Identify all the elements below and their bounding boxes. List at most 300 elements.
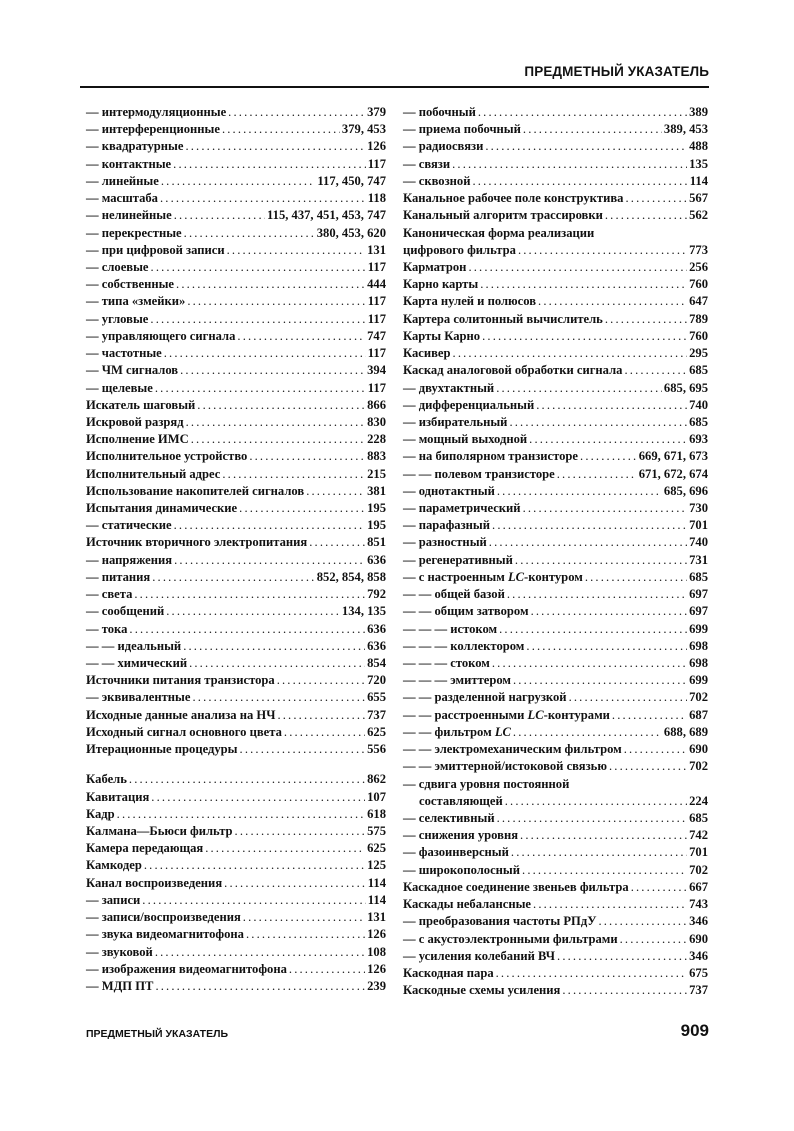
index-term: — — полевом транзисторе xyxy=(403,466,555,481)
index-entry xyxy=(403,466,708,483)
page-references: 883 xyxy=(367,449,386,464)
index-entry xyxy=(403,448,708,465)
dot-leader xyxy=(526,638,687,655)
index-term: Исходные данные анализа на НЧ xyxy=(86,707,276,722)
dot-leader xyxy=(155,380,366,397)
index-entry xyxy=(86,655,386,672)
index-entry xyxy=(403,776,708,793)
page-references: 747 xyxy=(367,328,386,343)
dot-leader xyxy=(144,857,365,874)
index-entry xyxy=(86,978,386,995)
dot-leader xyxy=(598,913,687,930)
index-entry xyxy=(403,689,708,706)
index-term: — фазоинверсный xyxy=(403,845,509,860)
dot-leader xyxy=(237,328,365,345)
index-entry xyxy=(86,909,386,926)
dot-leader xyxy=(222,466,365,483)
index-term: — статические xyxy=(86,518,172,533)
dot-leader xyxy=(518,242,687,259)
dot-leader xyxy=(513,724,662,741)
page-references: 685, 695 xyxy=(663,380,708,395)
page-references: 698 xyxy=(689,638,708,653)
index-entry xyxy=(86,380,386,397)
index-term: — типа «змейки» xyxy=(86,294,186,309)
index-entry xyxy=(86,431,386,448)
index-entry xyxy=(86,242,386,259)
page-references: 195 xyxy=(367,501,386,516)
dot-leader xyxy=(197,397,365,414)
index-term: — — разделенной нагрузкой xyxy=(403,690,567,705)
dot-leader xyxy=(160,190,366,207)
dot-leader xyxy=(249,448,365,465)
page-references: 698 xyxy=(689,656,708,670)
page-references: 636 xyxy=(367,621,386,636)
page-references: 675 xyxy=(689,965,708,980)
index-entry xyxy=(86,345,386,362)
page-references: 125 xyxy=(367,858,386,873)
page-references: 693 xyxy=(689,432,708,447)
dot-leader xyxy=(151,789,365,806)
index-term: — сквозной xyxy=(403,173,471,188)
index-term: — записи/воспроизведения xyxy=(86,910,241,925)
dot-leader xyxy=(239,500,365,517)
dot-leader xyxy=(174,207,265,224)
dot-leader xyxy=(309,534,365,551)
index-entry xyxy=(403,724,708,741)
dot-leader xyxy=(185,138,365,155)
footer-section-title: ПРЕДМЕТНЫЙ УКАЗАТЕЛЬ xyxy=(86,1028,229,1040)
index-entry xyxy=(403,655,708,672)
page-references: 126 xyxy=(367,961,386,976)
index-term: — избирательный xyxy=(403,414,508,429)
index-term: — — электромеханическим фильтром xyxy=(403,742,622,757)
index-term: Исполнительное устройство xyxy=(86,449,248,464)
page-references: 556 xyxy=(367,742,386,757)
dot-leader xyxy=(605,207,687,224)
page-references: 737 xyxy=(689,983,708,998)
index-term: — щелевые xyxy=(86,380,153,395)
index-term: — звуковой xyxy=(86,944,153,959)
index-entry xyxy=(403,569,708,586)
index-term: Карты Карно xyxy=(403,328,481,343)
index-entry xyxy=(403,380,708,397)
index-entry xyxy=(403,603,708,620)
index-entry xyxy=(403,552,708,569)
index-term: — квадратурные xyxy=(86,139,184,154)
index-term: составляющей xyxy=(419,793,503,808)
index-term: Каскодные схемы усиления xyxy=(403,983,561,998)
index-term: Камера передающая xyxy=(86,841,204,856)
dot-leader xyxy=(580,448,637,465)
running-head: ПРЕДМЕТНЫЙ УКАЗАТЕЛЬ xyxy=(524,64,709,79)
dot-leader xyxy=(189,655,365,672)
dot-leader xyxy=(166,603,340,620)
page-references: 117 xyxy=(367,294,386,309)
index-term: Каноническая форма реализации xyxy=(403,225,595,240)
page-references: 108 xyxy=(367,944,386,959)
index-term: Искровой разряд xyxy=(86,414,184,429)
page-references: 636 xyxy=(367,638,386,653)
index-entry xyxy=(86,875,386,892)
page-references: 381 xyxy=(367,483,386,498)
page-references: 394 xyxy=(367,363,386,378)
index-entry xyxy=(403,207,708,224)
index-entry xyxy=(403,138,708,155)
index-term: Кабель xyxy=(86,772,127,787)
page-references: 562 xyxy=(689,208,708,223)
dot-leader xyxy=(472,173,687,190)
page-references: 685 xyxy=(689,810,708,825)
index-term: — частотные xyxy=(86,346,162,361)
index-entry xyxy=(86,840,386,857)
dot-leader xyxy=(562,982,687,999)
index-entry xyxy=(403,311,708,328)
dot-leader xyxy=(612,707,687,724)
index-entry xyxy=(403,242,708,259)
index-entry xyxy=(403,844,708,861)
dot-leader xyxy=(485,138,687,155)
index-entry xyxy=(403,965,708,982)
index-term: — — расстроенными LC-контурами xyxy=(403,707,610,722)
dot-leader xyxy=(173,156,366,173)
page-references: 720 xyxy=(367,673,386,688)
dot-leader xyxy=(507,586,687,603)
index-entry xyxy=(403,173,708,190)
index-entry xyxy=(403,810,708,827)
index-term: — ЧМ сигналов xyxy=(86,363,179,378)
index-term: Канальное рабочее поле конструктива xyxy=(403,191,624,206)
index-term: Источники питания транзистора xyxy=(86,673,275,688)
page-references: 295 xyxy=(689,346,708,361)
index-entry xyxy=(403,276,708,293)
dot-leader xyxy=(505,793,687,810)
dot-leader xyxy=(187,293,365,310)
page-references: 488 xyxy=(689,139,708,154)
index-entry xyxy=(86,207,386,224)
index-entry xyxy=(403,672,708,689)
page-references: 690 xyxy=(689,742,708,757)
index-term: Исходный сигнал основного цвета xyxy=(86,724,282,739)
index-term: — изображения видеомагнитофона xyxy=(86,961,287,976)
index-term: цифрового фильтра xyxy=(403,242,516,257)
dot-leader xyxy=(289,961,365,978)
dot-leader xyxy=(605,311,687,328)
dot-leader xyxy=(557,466,637,483)
index-term: — интермодуляционные xyxy=(86,105,227,119)
page-references: 701 xyxy=(689,518,708,533)
index-term: Искатель шаговый xyxy=(86,397,196,412)
dot-leader xyxy=(117,806,365,823)
index-term: — побочный xyxy=(403,105,476,119)
dot-leader xyxy=(538,293,687,310)
page-references: 114 xyxy=(367,875,386,890)
page-references: 702 xyxy=(689,862,708,877)
index-term: Каскодная пара xyxy=(403,965,494,980)
page-references: 389, 453 xyxy=(663,122,708,137)
dot-leader xyxy=(609,758,687,775)
page-references: 117 xyxy=(367,259,386,274)
dot-leader xyxy=(235,823,366,840)
page-references: 685, 696 xyxy=(663,483,708,498)
index-entry xyxy=(403,534,708,551)
index-entry xyxy=(403,414,708,431)
index-entry xyxy=(86,259,386,276)
dot-leader xyxy=(624,741,687,758)
page-references: 239 xyxy=(367,978,386,993)
dot-leader xyxy=(277,672,365,689)
page-references: 131 xyxy=(367,910,386,925)
page-references: 740 xyxy=(689,397,708,412)
dot-leader xyxy=(497,483,662,500)
index-term: — разностный xyxy=(403,535,487,550)
index-entry xyxy=(403,104,708,121)
index-column-left xyxy=(86,104,386,995)
dot-leader xyxy=(536,397,687,414)
page-references: 575 xyxy=(367,823,386,838)
page-references: 117 xyxy=(367,311,386,326)
dot-leader xyxy=(224,875,366,892)
index-entry xyxy=(403,982,708,999)
page-references: 685 xyxy=(689,569,708,584)
page-references: 224 xyxy=(689,793,708,808)
index-term: — при цифровой записи xyxy=(86,242,225,257)
index-term: — питания xyxy=(86,569,151,584)
dot-leader xyxy=(522,862,687,879)
index-entry xyxy=(403,896,708,913)
page-references: 115, 437, 451, 453, 747 xyxy=(267,208,386,223)
page-references: 685 xyxy=(689,363,708,378)
page-references: 669, 671, 673 xyxy=(638,449,708,464)
index-entry xyxy=(86,672,386,689)
index-entry xyxy=(403,345,708,362)
dot-leader xyxy=(631,879,687,896)
dot-leader xyxy=(557,948,687,965)
dot-leader xyxy=(625,190,687,207)
dot-leader xyxy=(531,603,688,620)
page-references: 773 xyxy=(689,242,708,257)
page-references: 117 xyxy=(367,346,386,361)
index-term: — мощный выходной xyxy=(403,432,528,447)
page-references: 567 xyxy=(689,191,708,206)
index-entry xyxy=(403,121,708,138)
dot-leader xyxy=(513,672,687,689)
index-entry xyxy=(86,328,386,345)
page-references: 697 xyxy=(689,587,708,602)
index-entry xyxy=(403,638,708,655)
page-references: 699 xyxy=(689,673,708,688)
page-references: 618 xyxy=(367,806,386,821)
index-term: Каскад аналоговой обработки сигнала xyxy=(403,363,623,378)
index-entry xyxy=(86,138,386,155)
page-references: 636 xyxy=(367,552,386,567)
index-term: Кавитация xyxy=(86,789,150,804)
page-references: 685 xyxy=(689,414,708,429)
dot-leader xyxy=(523,121,662,138)
index-term: — радиосвязи xyxy=(403,139,484,154)
dot-leader xyxy=(142,892,366,909)
index-entry xyxy=(403,483,708,500)
index-entry xyxy=(403,517,708,534)
page-references: 389 xyxy=(689,105,708,119)
page-references: 444 xyxy=(367,277,386,292)
index-term: — света xyxy=(86,587,133,602)
dot-leader xyxy=(155,944,365,961)
dot-leader xyxy=(515,552,687,569)
index-entry xyxy=(403,328,708,345)
index-term: — эквивалентные xyxy=(86,690,191,705)
index-term: — двухтактный xyxy=(403,380,495,395)
index-term: — снижения уровня xyxy=(403,828,519,843)
index-entry xyxy=(86,190,386,207)
index-column-right xyxy=(403,104,708,999)
index-term: Источник вторичного электропитания xyxy=(86,535,308,550)
index-entry xyxy=(86,362,386,379)
index-term: Канальный алгоритм трассировки xyxy=(403,208,603,223)
index-entry xyxy=(403,293,708,310)
index-term: — — фильтром LC xyxy=(403,724,511,739)
page-references: 215 xyxy=(367,466,386,481)
page-references: 126 xyxy=(367,927,386,942)
page-references: 114 xyxy=(689,173,708,188)
index-entry xyxy=(86,724,386,741)
page-references: 228 xyxy=(367,432,386,447)
index-term: — связи xyxy=(403,156,451,171)
page-references: 690 xyxy=(689,931,708,946)
dot-leader xyxy=(489,534,687,551)
page-references: 346 xyxy=(689,948,708,963)
index-term: Использование накопителей сигналов xyxy=(86,483,305,498)
index-entry xyxy=(86,500,386,517)
index-entry xyxy=(403,913,708,930)
index-entry xyxy=(403,621,708,638)
index-entry xyxy=(86,448,386,465)
dot-leader xyxy=(482,328,687,345)
index-entry xyxy=(86,293,386,310)
dot-leader xyxy=(306,483,365,500)
index-term: — слоевые xyxy=(86,259,149,274)
dot-leader xyxy=(569,689,688,706)
index-term: — контактные xyxy=(86,156,172,171)
header-rule xyxy=(80,86,709,88)
page-references: 346 xyxy=(689,914,708,929)
index-entry xyxy=(403,156,708,173)
index-entry xyxy=(403,707,708,724)
dot-leader xyxy=(492,517,687,534)
page-references: 852, 854, 858 xyxy=(316,569,386,584)
page-references: 107 xyxy=(367,789,386,804)
index-term: — парафазный xyxy=(403,518,491,533)
page-references: 862 xyxy=(367,772,386,787)
index-term: — интерференционные xyxy=(86,122,220,137)
page-references: 667 xyxy=(689,879,708,894)
index-entry xyxy=(403,879,708,896)
index-term: — сообщений xyxy=(86,604,165,619)
dot-leader xyxy=(533,896,687,913)
page-references: 126 xyxy=(367,139,386,154)
page-references: 380, 453, 620 xyxy=(316,225,386,240)
index-term: Каскады небалансные xyxy=(403,897,532,912)
page-references: 851 xyxy=(367,535,386,550)
dot-leader xyxy=(205,840,365,857)
dot-leader xyxy=(585,569,687,586)
dot-leader xyxy=(284,724,365,741)
dot-leader xyxy=(192,689,365,706)
index-term: — усиления колебаний ВЧ xyxy=(403,948,556,963)
page-references: 625 xyxy=(367,724,386,739)
page-references: 737 xyxy=(367,707,386,722)
index-term: Канал воспроизведения xyxy=(86,875,223,890)
index-entry xyxy=(403,758,708,775)
dot-leader xyxy=(520,827,687,844)
index-term: — регенеративный xyxy=(403,552,513,567)
index-term: — линейные xyxy=(86,173,159,188)
page-references: 792 xyxy=(367,587,386,602)
index-entry xyxy=(86,276,386,293)
page-references: 671, 672, 674 xyxy=(638,466,708,481)
index-term: — параметрический xyxy=(403,501,521,516)
index-entry xyxy=(86,466,386,483)
index-entry xyxy=(86,857,386,874)
dot-leader xyxy=(129,621,365,638)
index-entry xyxy=(86,173,386,190)
index-entry xyxy=(86,892,386,909)
index-term: — — — эмиттером xyxy=(403,673,511,688)
index-term: — дифференциальный xyxy=(403,397,535,412)
index-term: — на биполярном транзисторе xyxy=(403,449,579,464)
page-references: 702 xyxy=(689,759,708,774)
page-references: 195 xyxy=(367,518,386,533)
index-entry xyxy=(86,603,386,620)
index-entry xyxy=(86,225,386,242)
index-term: — тока xyxy=(86,621,128,636)
dot-leader xyxy=(186,414,366,431)
index-entry xyxy=(86,621,386,638)
page-references: 740 xyxy=(689,535,708,550)
page-references: 625 xyxy=(367,841,386,856)
dot-leader xyxy=(452,156,687,173)
index-term: — с акустоэлектронными фильтрами xyxy=(403,931,618,946)
dot-leader xyxy=(151,259,366,276)
dot-leader xyxy=(222,121,340,138)
dot-leader xyxy=(624,362,687,379)
dot-leader xyxy=(453,345,688,362)
page-references: 117 xyxy=(367,156,386,171)
dot-leader xyxy=(243,909,365,926)
index-term: Испытания динамические xyxy=(86,501,238,516)
index-entry xyxy=(86,414,386,431)
dot-leader xyxy=(468,259,687,276)
page-number: 909 xyxy=(680,1021,709,1040)
dot-leader xyxy=(161,173,316,190)
index-term: Исполнительный адрес xyxy=(86,466,221,481)
index-entry xyxy=(86,311,386,328)
page-references: 760 xyxy=(689,277,708,292)
index-term: — — — истоком xyxy=(403,621,498,636)
dot-leader xyxy=(496,380,662,397)
dot-leader xyxy=(277,707,365,724)
index-entry xyxy=(403,431,708,448)
index-term: Касивер xyxy=(403,346,451,361)
index-term: — собственные xyxy=(86,277,175,292)
dot-leader xyxy=(511,844,687,861)
index-entry xyxy=(403,793,708,810)
index-term: Итерационные процедуры xyxy=(86,742,238,757)
index-entry xyxy=(86,121,386,138)
dot-leader xyxy=(176,276,365,293)
index-term: Карта нулей и полюсов xyxy=(403,294,537,309)
dot-leader xyxy=(191,431,365,448)
page-references: 699 xyxy=(689,621,708,636)
